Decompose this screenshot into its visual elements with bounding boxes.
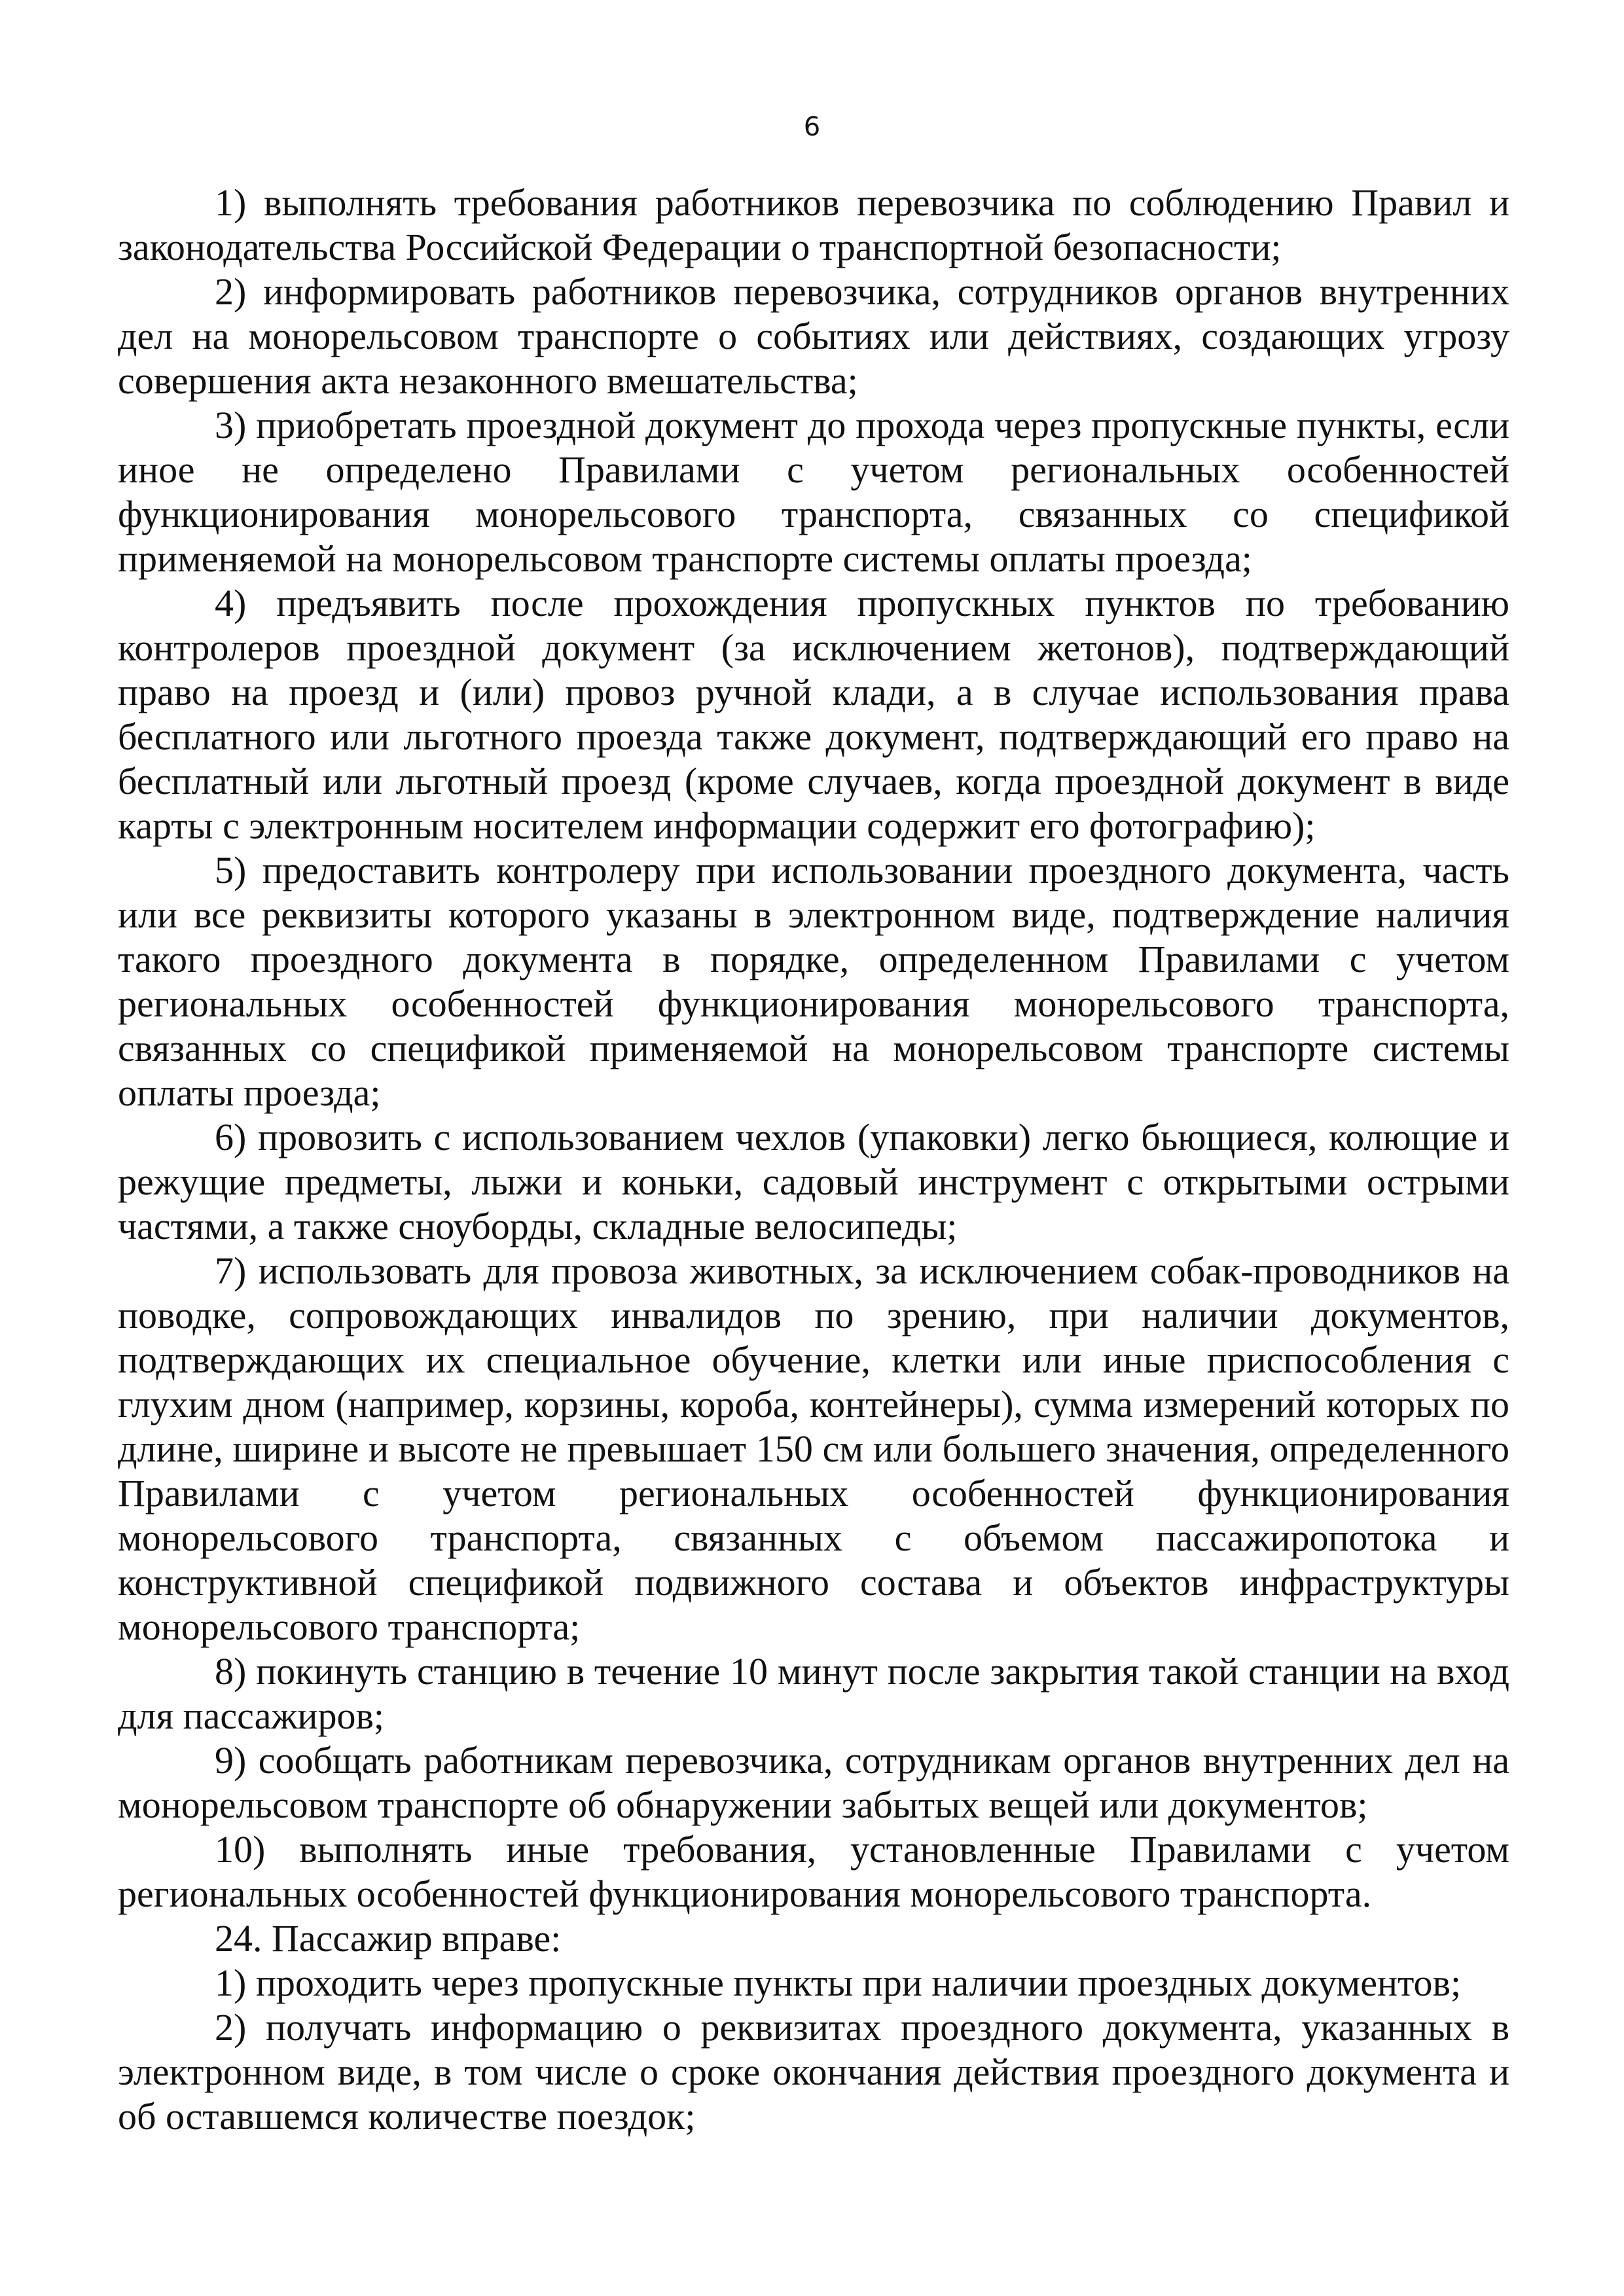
paragraph-duty-8: 8) покинуть станцию в течение 10 минут после закрытия такой станции на вход для пассажиров; bbox=[118, 1650, 1509, 1737]
page-number: 6 bbox=[803, 112, 821, 142]
paragraph-duty-3: 3) приобретать проездной документ до прохода через пропускные пункты, если иное не определено Правилами с учетом региональных особенностей функционирования монорельсового транспорта, связанных со спецификой применяемой на монорельсовом транспорте системы оплаты проезда; bbox=[118, 404, 1509, 580]
paragraph-duty-1: 1) выполнять требования работников перевозчика по соблюдению Правил и законодательства Российской Федерации о транспортной безопасности; bbox=[118, 181, 1509, 268]
paragraph-duty-7: 7) использовать для провоза животных, за исключением собак-проводников на поводке, сопровождающих инвалидов по зрению, при наличии документов, подтверждающих их специальное обучение, клетки или иные приспособления с глухим дном (например, корзины, короба, контейнеры), сумма измерений которых по длине, ширине и высоте не превышает 150 см или большего значения, определенного Правилами с учетом региональных особенностей функционирования монорельсового транспорта, связанных с объемом пассажиропотока и конструктивной спецификой подвижного состава и объектов инфраструктуры монорельсового транспорта; bbox=[118, 1249, 1509, 1648]
paragraph-duty-10: 10) выполнять иные требования, установленные Правилами с учетом региональных особенностей функционирования монорельсового транспорта. bbox=[118, 1828, 1509, 1915]
document-body bbox=[118, 181, 1509, 2139]
paragraph-duty-2: 2) информировать работников перевозчика, сотрудников органов внутренних дел на монорельсовом транспорте о событиях или действиях, создающих угрозу совершения акта незаконного вмешательства; bbox=[118, 270, 1509, 402]
section-heading-24: 24. Пассажир вправе: bbox=[215, 1917, 562, 1960]
paragraph-duty-9: 9) сообщать работникам перевозчика, сотрудникам органов внутренних дел на монорельсовом транспорте об обнаружении забытых вещей или документов; bbox=[118, 1739, 1509, 1826]
paragraph-duty-6: 6) провозить с использованием чехлов (упаковки) легко бьющиеся, колющие и режущие предметы, лыжи и коньки, садовый инструмент с открытыми острыми частями, а также сноуборды, складные велосипеды; bbox=[118, 1116, 1509, 1247]
paragraph-duty-4: 4) предъявить после прохождения пропускных пунктов по требованию контролеров проездной документ (за исключением жетонов), подтверждающий право на проезд и (или) провоз ручной клади, а в случае использования права бесплатного или льготного проезда также документ, подтверждающий его право на бесплатный или льготный проезд (кроме случаев, когда проездной документ в виде карты с электронным носителем информации содержит его фотографию); bbox=[118, 582, 1509, 847]
paragraph-duty-5: 5) предоставить контролеру при использовании проездного документа, часть или все реквизиты которого указаны в электронном виде, подтверждение наличия такого проездного документа в порядке, определенном Правилами с учетом региональных особенностей функционирования монорельсового транспорта, связанных со спецификой применяемой на монорельсовом транспорте системы оплаты проезда; bbox=[118, 849, 1509, 1114]
paragraph-right-2: 2) получать информацию о реквизитах проездного документа, указанных в электронном виде, в том числе о сроке окончания действия проездного документа и об оставшемся количестве поездок; bbox=[118, 2006, 1509, 2138]
paragraph-right-1: 1) проходить через пропускные пункты при наличии проездных документов; bbox=[215, 1962, 1462, 2004]
